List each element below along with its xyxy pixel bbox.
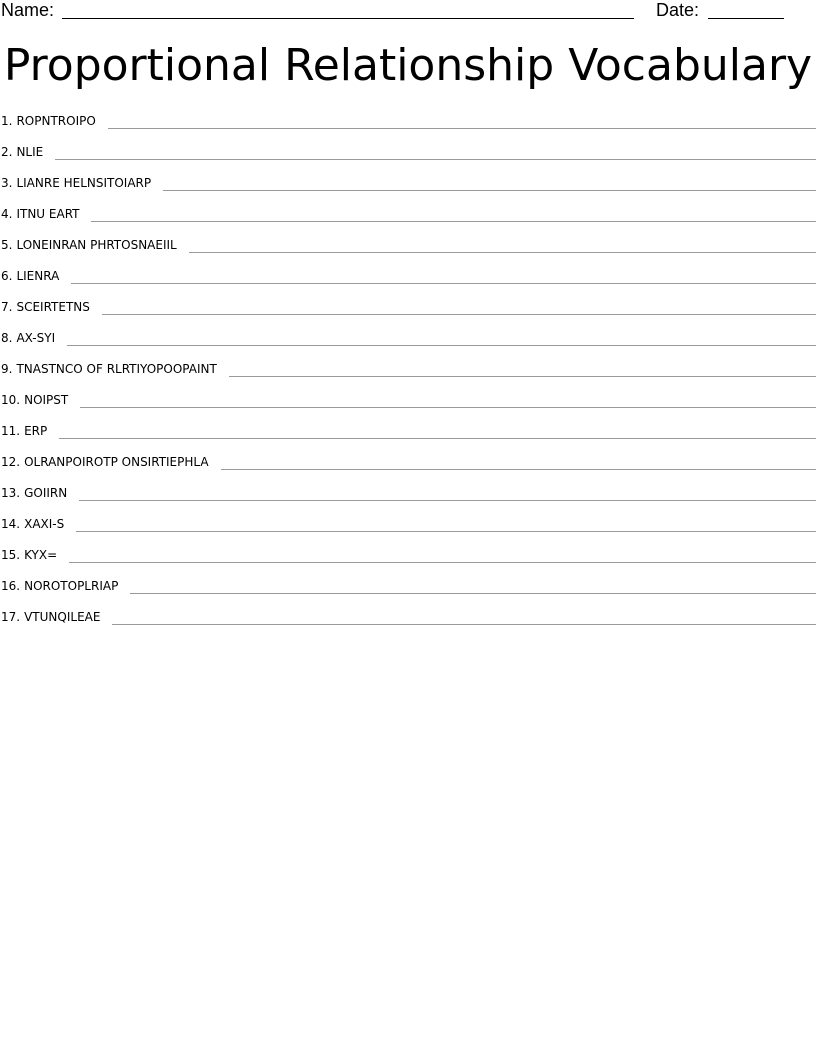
scrambled-word: XAXI-S xyxy=(24,517,65,531)
answer-line xyxy=(91,221,816,222)
list-item xyxy=(0,142,816,173)
scrambled-word: ROPNTROIPO xyxy=(16,114,96,128)
scrambled-word: GOIIRN xyxy=(24,486,68,500)
list-item xyxy=(0,111,816,142)
page-title: Proportional Relationship Vocabulary xyxy=(3,40,813,91)
item-number: 13. xyxy=(1,486,21,500)
item-number: 15. xyxy=(1,548,21,562)
name-answer-line xyxy=(62,18,634,19)
list-item xyxy=(0,514,816,545)
scrambled-word: LIANRE HELNSITOIARP xyxy=(16,176,152,190)
scrambled-word: SCEIRTETNS xyxy=(16,300,90,314)
scrambled-word: NOIPST xyxy=(24,393,69,407)
list-item xyxy=(0,266,816,297)
answer-line xyxy=(102,314,816,315)
item-number: 5. xyxy=(1,238,13,252)
item-number: 7. xyxy=(1,300,13,314)
list-item xyxy=(0,390,816,421)
answer-line xyxy=(80,407,816,408)
list-item xyxy=(0,297,816,328)
list-item xyxy=(0,607,816,638)
list-item xyxy=(0,359,816,390)
date-answer-line xyxy=(708,18,784,19)
scrambled-word: LONEINRAN PHRTOSNAEIIL xyxy=(16,238,177,252)
scrambled-word: ERP xyxy=(24,424,48,438)
answer-line xyxy=(189,252,816,253)
item-number: 14. xyxy=(1,517,21,531)
list-item xyxy=(0,483,816,514)
answer-line xyxy=(67,345,816,346)
worksheet-header xyxy=(0,0,816,26)
item-number: 8. xyxy=(1,331,13,345)
scrambled-word: VTUNQILEAE xyxy=(24,610,101,624)
scramble-word-list xyxy=(0,111,816,638)
list-item xyxy=(0,576,816,607)
scrambled-word: NLIE xyxy=(16,145,44,159)
date-label: Date: xyxy=(656,0,700,20)
answer-line xyxy=(69,562,816,563)
scrambled-word: AX-SYI xyxy=(16,331,56,345)
answer-line xyxy=(130,593,816,594)
item-number: 10. xyxy=(1,393,21,407)
list-item xyxy=(0,173,816,204)
scrambled-word: NOROTOPLRIAP xyxy=(24,579,119,593)
answer-line xyxy=(55,159,816,160)
answer-line xyxy=(59,438,816,439)
list-item xyxy=(0,328,816,359)
list-item xyxy=(0,204,816,235)
list-item xyxy=(0,545,816,576)
scrambled-word: LIENRA xyxy=(16,269,60,283)
name-label: Name: xyxy=(1,0,55,20)
list-item xyxy=(0,452,816,483)
answer-line xyxy=(79,500,816,501)
scrambled-word: ITNU EART xyxy=(16,207,80,221)
item-number: 12. xyxy=(1,455,21,469)
list-item xyxy=(0,235,816,266)
answer-line xyxy=(229,376,816,377)
item-number: 9. xyxy=(1,362,13,376)
item-number: 1. xyxy=(1,114,13,128)
item-number: 6. xyxy=(1,269,13,283)
item-number: 3. xyxy=(1,176,13,190)
item-number: 16. xyxy=(1,579,21,593)
answer-line xyxy=(221,469,816,470)
answer-line xyxy=(112,624,816,625)
answer-line xyxy=(163,190,816,191)
item-number: 4. xyxy=(1,207,13,221)
answer-line xyxy=(71,283,816,284)
scrambled-word: TNASTNCO OF RLRTIYOPOOPAINT xyxy=(16,362,217,376)
list-item xyxy=(0,421,816,452)
item-number: 2. xyxy=(1,145,13,159)
item-number: 11. xyxy=(1,424,21,438)
answer-line xyxy=(108,128,816,129)
item-number: 17. xyxy=(1,610,21,624)
scrambled-word: OLRANPOIROTP ONSIRTIEPHLA xyxy=(24,455,209,469)
answer-line xyxy=(76,531,816,532)
scrambled-word: KYX= xyxy=(24,548,58,562)
